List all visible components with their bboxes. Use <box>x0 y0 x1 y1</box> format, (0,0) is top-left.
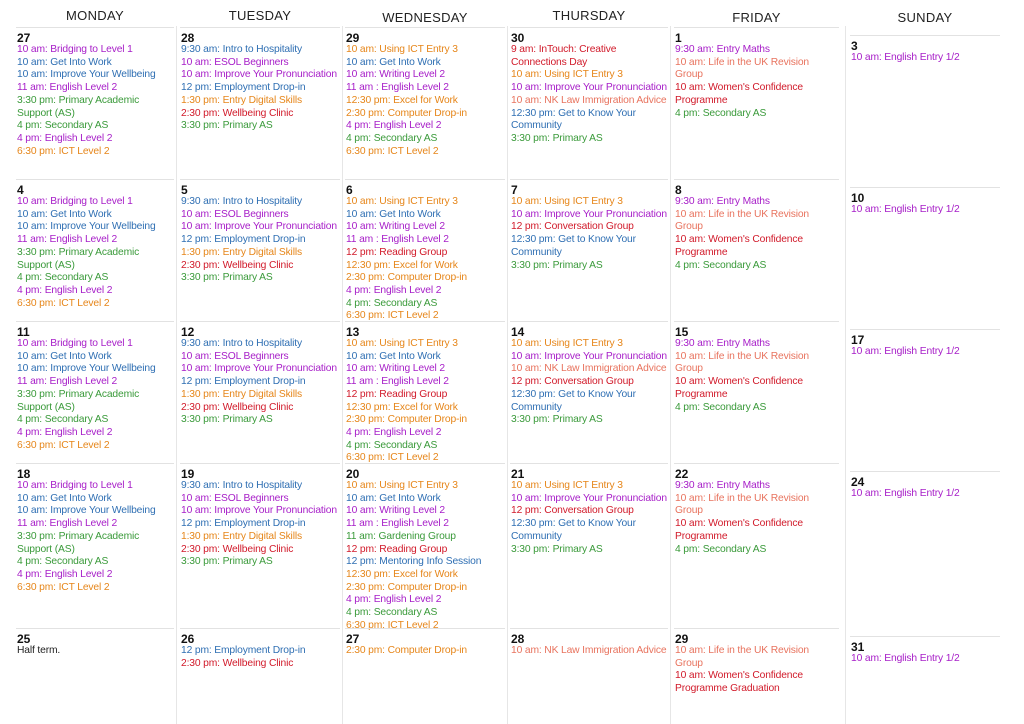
calendar-event[interactable]: 3:30 pm: Primary AS <box>511 414 603 426</box>
calendar-event[interactable]: 10 am: English Entry 1/2 <box>851 52 960 63</box>
event-list <box>675 480 839 556</box>
calendar-event[interactable]: 2:30 pm: Computer Drop-in <box>346 272 468 284</box>
calendar-event[interactable]: 3:30 pm: Primary Academic Support (AS) <box>17 530 140 555</box>
calendar-event[interactable]: 10 am: Life in the UK Revision Group <box>675 56 810 81</box>
day-cell[interactable] <box>180 27 340 180</box>
day-number: 10 <box>851 191 865 205</box>
calendar-event[interactable]: 10 am: ESOL Beginners <box>181 208 289 220</box>
calendar-event[interactable]: 10 am: Get Into Work <box>17 208 112 220</box>
day-cell[interactable] <box>674 321 839 464</box>
calendar-event[interactable]: 12 pm: Employment Drop-in <box>181 82 306 94</box>
calendar-event[interactable]: 10 am: Women's Confidence Programme <box>675 82 803 106</box>
event-list <box>17 645 174 658</box>
day-number: 4 <box>17 183 24 197</box>
calendar-event[interactable]: 12 pm: Conversation Group <box>511 221 634 233</box>
calendar-event[interactable]: 10 am: NK Law Immigration Advice <box>511 363 667 375</box>
calendar-event[interactable]: 11 am: English Level 2 <box>17 376 118 388</box>
calendar-event[interactable]: 12:30 pm: Get to Know Your Community <box>511 388 636 413</box>
calendar-event[interactable]: 12 pm: Reading Group <box>346 388 448 400</box>
day-number: 19 <box>181 467 195 481</box>
calendar-event[interactable]: 10 am: ESOL Beginners <box>181 56 289 68</box>
calendar-event[interactable]: 12:30 pm: Get to Know Your Community <box>511 234 636 258</box>
calendar-event[interactable]: 10 am: Bridging to Level 1 <box>17 44 133 55</box>
calendar-event[interactable]: 10 am: Life in the UK Revision Group <box>675 208 810 233</box>
column-wednesday <box>345 0 505 724</box>
calendar-event[interactable]: 11 am : English Level 2 <box>346 82 449 94</box>
calendar-event[interactable]: 3:30 pm: Primary Academic Support (AS) <box>17 246 140 271</box>
calendar-event[interactable]: 10 am: Using ICT Entry 3 <box>511 480 623 491</box>
calendar-event[interactable]: 3:30 pm: Primary AS <box>181 120 273 132</box>
calendar-event[interactable]: 2:30 pm: Wellbeing Clinic <box>181 543 294 555</box>
calendar-event[interactable]: 10 am: Women's Confidence Programme <box>675 518 803 542</box>
day-number: 30 <box>511 31 525 45</box>
column-monday <box>16 0 174 724</box>
calendar-event[interactable]: 2:30 pm: Wellbeing Clinic <box>181 401 294 413</box>
calendar-event[interactable]: 3:30 pm: Primary AS <box>511 132 603 144</box>
day-cell[interactable] <box>345 321 505 464</box>
column-divider <box>845 26 846 724</box>
calendar-event[interactable]: 10 am: Get Into Work <box>17 350 112 362</box>
day-number: 11 <box>17 325 30 339</box>
calendar-event[interactable]: 10 am: Get Into Work <box>17 56 112 68</box>
day-cell[interactable] <box>16 628 174 722</box>
day-number: 17 <box>851 333 865 347</box>
event-list <box>511 338 668 427</box>
calendar-event[interactable]: 12 pm: Conversation Group <box>511 376 634 388</box>
calendar-event[interactable]: 11 am: English Level 2 <box>17 518 118 530</box>
day-number: 7 <box>511 183 518 197</box>
day-number: 22 <box>675 467 689 481</box>
calendar-event[interactable]: 10 am: English Entry 1/2 <box>851 653 960 664</box>
event-list <box>346 196 505 323</box>
calendar-event[interactable]: 1:30 pm: Entry Digital Skills <box>181 94 302 106</box>
day-number: 25 <box>17 632 31 646</box>
day-cell[interactable] <box>674 628 839 722</box>
day-number: 27 <box>346 632 360 646</box>
column-divider <box>507 26 508 724</box>
calendar-event[interactable]: 10 am: Get Into Work <box>346 350 441 362</box>
day-cell[interactable] <box>850 35 1000 180</box>
event-list <box>675 196 839 272</box>
calendar-event[interactable]: 4 pm: Secondary AS <box>17 414 109 426</box>
day-number: 31 <box>851 640 865 654</box>
day-cell[interactable] <box>16 321 174 464</box>
calendar-event[interactable]: 4 pm: Secondary AS <box>17 556 109 568</box>
calendar-event[interactable]: 4 pm: English Level 2 <box>346 426 442 438</box>
calendar-event[interactable]: 10 am: Improve Your Pronunciation <box>511 82 667 94</box>
calendar-event[interactable]: 9 am: InTouch: Creative Connections Day <box>511 44 617 68</box>
calendar-event[interactable]: 12:30 pm: Excel for Work <box>346 94 458 106</box>
column-sunday <box>850 0 1000 724</box>
calendar-event[interactable]: 12 pm: Employment Drop-in <box>181 376 306 388</box>
event-list <box>17 480 174 594</box>
day-cell[interactable] <box>674 27 839 180</box>
day-number: 6 <box>346 183 353 197</box>
calendar-event[interactable]: 10 am: Improve Your Wellbeing <box>17 221 156 233</box>
event-list <box>346 645 505 658</box>
event-list <box>181 338 340 427</box>
day-cell[interactable] <box>674 179 839 322</box>
day-cell[interactable] <box>345 179 505 322</box>
calendar-event[interactable]: 11 am : English Level 2 <box>346 518 449 530</box>
calendar-event[interactable]: 10 am: Using ICT Entry 3 <box>511 69 623 81</box>
day-cell[interactable] <box>510 463 668 629</box>
day-cell[interactable] <box>674 463 839 629</box>
calendar-event[interactable]: 10 am: Life in the UK Revision Group <box>675 645 810 669</box>
calendar-event[interactable]: 10 am: Writing Level 2 <box>346 69 445 81</box>
weekday-header: SUNDAY <box>897 10 953 25</box>
calendar-event[interactable]: 10 am: Women's Confidence Programme Graduation <box>675 670 803 695</box>
calendar-event[interactable]: 3:30 pm: Primary Academic Support (AS) <box>17 94 140 119</box>
calendar-event[interactable]: 4 pm: Secondary AS <box>346 607 438 619</box>
day-number: 29 <box>675 632 689 646</box>
day-cell[interactable] <box>180 321 340 464</box>
calendar-event[interactable]: 10 am: Using ICT Entry 3 <box>511 338 623 349</box>
calendar-event[interactable]: 10 am: Writing Level 2 <box>346 363 445 375</box>
calendar-event[interactable]: 10 am: Using ICT Entry 3 <box>346 196 458 207</box>
calendar-event[interactable]: 12 pm: Employment Drop-in <box>181 234 306 246</box>
event-list <box>181 44 340 133</box>
calendar-event[interactable]: 9:30 am: Intro to Hospitality <box>181 480 302 491</box>
calendar-event[interactable]: 11 am : English Level 2 <box>346 234 449 246</box>
calendar-event[interactable]: 12:30 pm: Excel for Work <box>346 259 458 271</box>
calendar-event[interactable]: 10 am: English Entry 1/2 <box>851 204 960 215</box>
calendar-event[interactable]: 12 pm: Employment Drop-in <box>181 518 306 530</box>
day-number: 13 <box>346 325 360 339</box>
calendar-event[interactable]: 4 pm: English Level 2 <box>346 594 442 606</box>
day-cell[interactable] <box>850 636 1000 722</box>
calendar-event[interactable]: 12 pm: Conversation Group <box>511 505 634 517</box>
column-thursday <box>510 0 668 724</box>
calendar-event[interactable]: 10 am: Writing Level 2 <box>346 505 445 517</box>
day-cell[interactable] <box>510 179 668 322</box>
day-number: 27 <box>17 31 31 45</box>
calendar-event[interactable]: 12 pm: Mentoring Info Session <box>346 556 482 568</box>
calendar-event[interactable]: 4 pm: English Level 2 <box>17 284 113 296</box>
day-number: 18 <box>17 467 31 481</box>
day-number: 5 <box>181 183 188 197</box>
day-cell[interactable] <box>16 179 174 322</box>
day-number: 15 <box>675 325 689 339</box>
calendar-event[interactable]: 6:30 pm: ICT Level 2 <box>17 145 110 157</box>
calendar-event[interactable]: 1:30 pm: Entry Digital Skills <box>181 246 302 258</box>
calendar-event[interactable]: 12:30 pm: Excel for Work <box>346 401 458 413</box>
calendar-event[interactable]: 10 am: Improve Your Wellbeing <box>17 505 156 517</box>
calendar-event[interactable]: 1:30 pm: Entry Digital Skills <box>181 530 302 542</box>
calendar-event[interactable]: 4 pm: Secondary AS <box>675 107 767 119</box>
calendar-event[interactable]: 10 am: English Entry 1/2 <box>851 488 960 499</box>
column-friday <box>674 0 839 724</box>
event-list <box>181 480 340 569</box>
day-cell[interactable] <box>510 27 668 180</box>
day-number: 26 <box>181 632 195 646</box>
calendar-event[interactable]: 3:30 pm: Primary AS <box>181 414 273 426</box>
event-list <box>17 44 174 158</box>
calendar-event[interactable]: 10 am: Life in the UK Revision Group <box>675 350 810 375</box>
calendar-event[interactable]: 12:30 pm: Get to Know Your Community <box>511 107 636 132</box>
weekday-header: THURSDAY <box>552 8 626 23</box>
day-cell[interactable] <box>345 628 505 722</box>
calendar-event[interactable]: 3:30 pm: Primary Academic Support (AS) <box>17 388 140 413</box>
calendar-event[interactable]: 12 pm: Reading Group <box>346 543 448 555</box>
calendar-event[interactable]: 12 pm: Employment Drop-in <box>181 645 306 656</box>
calendar-event[interactable]: 9:30 am: Entry Maths <box>675 338 770 349</box>
event-list <box>17 338 174 452</box>
calendar-event[interactable]: 4 pm: Secondary AS <box>675 401 767 413</box>
calendar-event[interactable]: 10 am: Improve Your Pronunciation <box>181 505 337 517</box>
event-list <box>511 480 668 556</box>
calendar-event[interactable]: 10 am: NK Law Immigration Advice <box>511 645 667 656</box>
calendar-event[interactable]: 6:30 pm: ICT Level 2 <box>17 439 110 451</box>
calendar-event[interactable]: 6:30 pm: ICT Level 2 <box>17 297 110 309</box>
event-list <box>851 346 1000 359</box>
weekday-header: WEDNESDAY <box>382 10 468 25</box>
calendar-event[interactable]: 10 am: Improve Your Pronunciation <box>181 221 337 233</box>
event-list <box>346 338 505 465</box>
calendar-event[interactable]: 10 am: Improve Your Wellbeing <box>17 363 156 375</box>
calendar-event[interactable]: 10 am: Using ICT Entry 3 <box>346 480 458 491</box>
calendar-event[interactable]: 2:30 pm: Wellbeing Clinic <box>181 657 294 669</box>
event-list <box>675 44 839 120</box>
calendar-event[interactable]: 2:30 pm: Wellbeing Clinic <box>181 107 294 119</box>
day-cell[interactable] <box>850 471 1000 629</box>
calendar-event[interactable]: 10 am: Bridging to Level 1 <box>17 480 133 491</box>
day-cell[interactable] <box>180 179 340 322</box>
calendar-event[interactable]: 9:30 am: Entry Maths <box>675 196 770 207</box>
day-number: 21 <box>511 467 525 481</box>
calendar-event[interactable]: 10 am: Improve Your Wellbeing <box>17 69 156 81</box>
calendar-event[interactable]: 4 pm: Secondary AS <box>346 132 438 144</box>
calendar-event[interactable]: 10 am: Improve Your Pronunciation <box>511 492 667 504</box>
calendar-event[interactable]: 4 pm: Secondary AS <box>346 439 438 451</box>
event-list <box>181 645 340 670</box>
day-number: 8 <box>675 183 682 197</box>
calendar-event[interactable]: 3:30 pm: Primary AS <box>511 543 603 555</box>
calendar-event[interactable]: 4 pm: Secondary AS <box>675 543 767 555</box>
event-list <box>346 480 505 632</box>
calendar-event[interactable]: 10 am: English Entry 1/2 <box>851 346 960 357</box>
day-number: 12 <box>181 325 195 339</box>
event-list <box>851 204 1000 217</box>
calendar-event[interactable]: 9:30 am: Intro to Hospitality <box>181 338 302 349</box>
day-cell[interactable] <box>510 628 668 722</box>
calendar-event[interactable]: 9:30 am: Entry Maths <box>675 480 770 491</box>
day-number: 29 <box>346 31 360 45</box>
calendar-event[interactable]: 10 am: Improve Your Pronunciation <box>181 363 337 375</box>
day-number: 24 <box>851 475 865 489</box>
column-divider <box>342 26 343 724</box>
event-list <box>851 488 1000 501</box>
calendar-event[interactable]: 10 am: Get Into Work <box>346 56 441 68</box>
day-number: 1 <box>675 31 682 45</box>
day-cell[interactable] <box>180 628 340 722</box>
weekday-header: FRIDAY <box>732 10 781 25</box>
calendar-event[interactable]: 10 am: Bridging to Level 1 <box>17 338 133 349</box>
calendar-event[interactable]: 11 am : English Level 2 <box>346 376 449 388</box>
calendar-event[interactable]: 10 am: Using ICT Entry 3 <box>346 44 458 55</box>
calendar-event[interactable]: 4 pm: Secondary AS <box>346 297 438 309</box>
day-cell[interactable] <box>180 463 340 629</box>
calendar-event[interactable]: 10 am: Using ICT Entry 3 <box>346 338 458 349</box>
calendar-event[interactable]: 4 pm: English Level 2 <box>17 132 113 144</box>
day-cell[interactable] <box>345 27 505 180</box>
calendar-event[interactable]: 9:30 am: Intro to Hospitality <box>181 44 302 55</box>
column-divider <box>176 26 177 724</box>
event-list <box>675 338 839 414</box>
calendar-event[interactable]: 9:30 am: Entry Maths <box>675 44 770 55</box>
weekday-header: MONDAY <box>66 8 124 23</box>
calendar-event[interactable]: 11 am: English Level 2 <box>17 234 118 246</box>
calendar-event[interactable]: 12:30 pm: Get to Know Your Community <box>511 518 636 542</box>
calendar-event[interactable]: 4 pm: English Level 2 <box>346 284 442 296</box>
calendar-event[interactable]: 10 am: NK Law Immigration Advice <box>511 94 667 106</box>
calendar-event[interactable]: 2:30 pm: Computer Drop-in <box>346 581 468 593</box>
event-list <box>181 196 340 285</box>
day-number: 28 <box>181 31 195 45</box>
event-list <box>511 645 668 658</box>
calendar-event[interactable]: 4 pm: Secondary AS <box>17 120 109 132</box>
event-list <box>511 196 668 272</box>
calendar-event[interactable]: 10 am: Get Into Work <box>346 208 441 220</box>
calendar-event[interactable]: 10 am: Improve Your Pronunciation <box>511 350 667 362</box>
calendar-event[interactable]: 11 am: Gardening Group <box>346 530 456 542</box>
calendar-event[interactable]: 4 pm: Secondary AS <box>17 272 109 284</box>
calendar-event[interactable]: 10 am: ESOL Beginners <box>181 350 289 362</box>
day-cell[interactable] <box>850 187 1000 322</box>
calendar-event[interactable]: 10 am: Women's Confidence Programme <box>675 376 803 400</box>
day-number: 28 <box>511 632 525 646</box>
event-list <box>675 645 839 696</box>
calendar-event[interactable]: 10 am: Get Into Work <box>17 492 112 504</box>
calendar-event[interactable]: 10 am: ESOL Beginners <box>181 492 289 504</box>
calendar-event[interactable]: 6:30 pm: ICT Level 2 <box>17 581 110 593</box>
day-cell[interactable] <box>345 463 505 629</box>
calendar-event[interactable]: 10 am: Improve Your Pronunciation <box>181 69 337 81</box>
event-list <box>17 196 174 310</box>
calendar-event[interactable]: 2:30 pm: Wellbeing Clinic <box>181 259 294 271</box>
calendar-event[interactable]: 2:30 pm: Computer Drop-in <box>346 107 468 119</box>
day-cell[interactable] <box>850 329 1000 464</box>
day-number: 20 <box>346 467 360 481</box>
calendar-event[interactable]: 6:30 pm: ICT Level 2 <box>346 310 439 322</box>
calendar-event[interactable]: 12 pm: Reading Group <box>346 246 448 258</box>
calendar-event[interactable]: 1:30 pm: Entry Digital Skills <box>181 388 302 400</box>
calendar-event[interactable]: Half term. <box>17 645 61 656</box>
event-list <box>511 44 668 146</box>
calendar-event[interactable]: 10 am: Life in the UK Revision Group <box>675 492 810 517</box>
day-cell[interactable] <box>510 321 668 464</box>
day-number: 3 <box>851 39 858 53</box>
column-tuesday <box>180 0 340 724</box>
calendar-event[interactable]: 2:30 pm: Computer Drop-in <box>346 414 468 426</box>
day-number: 14 <box>511 325 525 339</box>
event-list <box>346 44 505 158</box>
calendar-event[interactable]: 10 am: Improve Your Pronunciation <box>511 208 667 220</box>
day-cell[interactable] <box>16 463 174 629</box>
event-list <box>851 52 1000 65</box>
calendar-event[interactable]: 4 pm: English Level 2 <box>17 426 113 438</box>
calendar-event[interactable]: 3:30 pm: Primary AS <box>181 556 273 568</box>
calendar-event[interactable]: 4 pm: Secondary AS <box>675 259 767 271</box>
calendar-event[interactable]: 10 am: Using ICT Entry 3 <box>511 196 623 207</box>
calendar-event[interactable]: 10 am: Bridging to Level 1 <box>17 196 133 207</box>
calendar-event[interactable]: 10 am: Women's Confidence Programme <box>675 234 803 258</box>
calendar-event[interactable]: 3:30 pm: Primary AS <box>181 272 273 284</box>
event-list <box>851 653 1000 666</box>
calendar-event[interactable]: 4 pm: English Level 2 <box>346 120 442 132</box>
calendar-event[interactable]: 6:30 pm: ICT Level 2 <box>346 619 439 631</box>
calendar-event[interactable]: 9:30 am: Intro to Hospitality <box>181 196 302 207</box>
calendar-event[interactable]: 2:30 pm: Computer Drop-in <box>346 645 468 656</box>
calendar-event[interactable]: 10 am: Get Into Work <box>346 492 441 504</box>
calendar-event[interactable]: 10 am: Writing Level 2 <box>346 221 445 233</box>
day-cell[interactable] <box>16 27 174 180</box>
column-divider <box>670 26 671 724</box>
calendar-event[interactable]: 6:30 pm: ICT Level 2 <box>346 452 439 464</box>
calendar-event[interactable]: 3:30 pm: Primary AS <box>511 259 603 271</box>
calendar-event[interactable]: 12:30 pm: Excel for Work <box>346 568 458 580</box>
calendar-event[interactable]: 6:30 pm: ICT Level 2 <box>346 145 439 157</box>
weekday-header: TUESDAY <box>228 8 292 23</box>
calendar-event[interactable]: 4 pm: English Level 2 <box>17 568 113 580</box>
calendar-event[interactable]: 11 am: English Level 2 <box>17 82 118 94</box>
